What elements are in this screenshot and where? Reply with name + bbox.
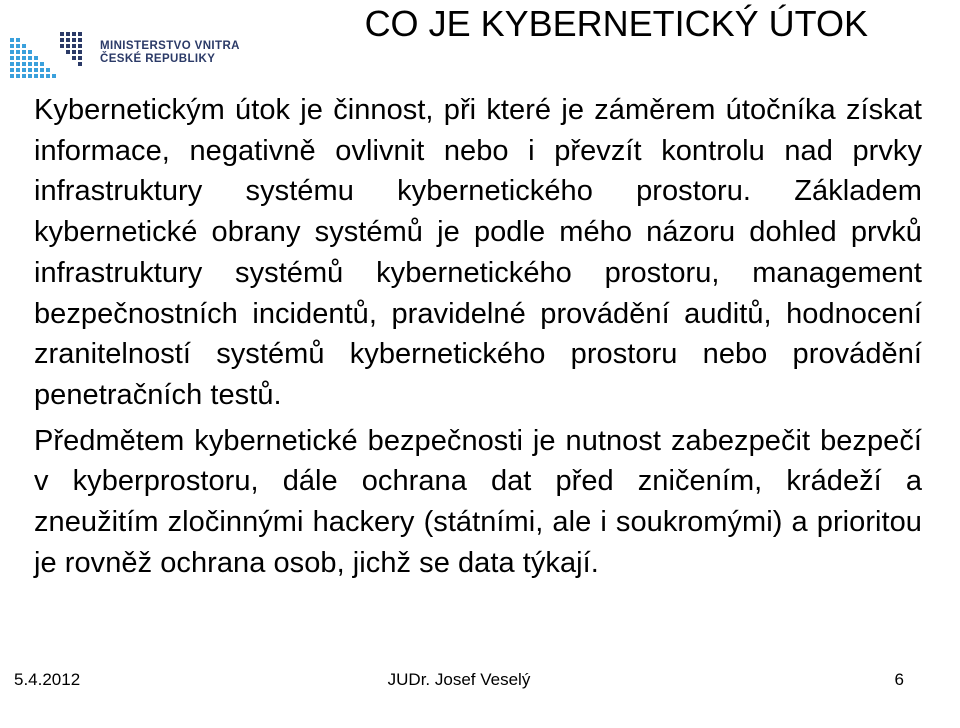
ministry-emblem-icon bbox=[8, 26, 92, 82]
paragraph-security: Předmětem kybernetické bezpečnosti je nutnost zabezpečit bezpečí v kyberprostoru, dále ochrana dat před zničením, krádeží a zneužitím zločinnými hackery (státními, ale i soukromými) a prioritou je rovněž ochrana osob, jichž se data týkají. bbox=[34, 424, 922, 579]
footer-date: 5.4.2012 bbox=[14, 670, 81, 689]
slide-footer bbox=[0, 668, 960, 692]
ministry-name-line1: MINISTERSTVO VNITRA bbox=[100, 40, 240, 52]
ministry-logo bbox=[8, 26, 238, 82]
footer-page-number: 6 bbox=[894, 670, 904, 689]
slide-title: CO JE KYBERNETICKÝ ÚTOK bbox=[364, 3, 868, 44]
ministry-name-line2: ČESKÉ REPUBLIKY bbox=[100, 53, 216, 65]
ministry-name bbox=[100, 40, 240, 66]
paragraph-definition: Kybernetickým útok je činnost, při které je záměrem útočníka získat informace, negativně ovlivnit nebo i převzít kontrolu nad prvky infrastruktury systému kybernetického prostoru. Základem kybernetické obrany systémů je podle mého názoru dohled prvků infrastruktury systémů kybernetického prostoru, management bezpečnostních incidentů, pravidelné provádění auditů, hodnocení zranitelností systémů kybernetického prostoru nebo provádění penetračních testů. bbox=[34, 94, 922, 411]
footer-author: JUDr. Josef Veselý bbox=[387, 670, 531, 689]
slide-body bbox=[34, 90, 922, 583]
